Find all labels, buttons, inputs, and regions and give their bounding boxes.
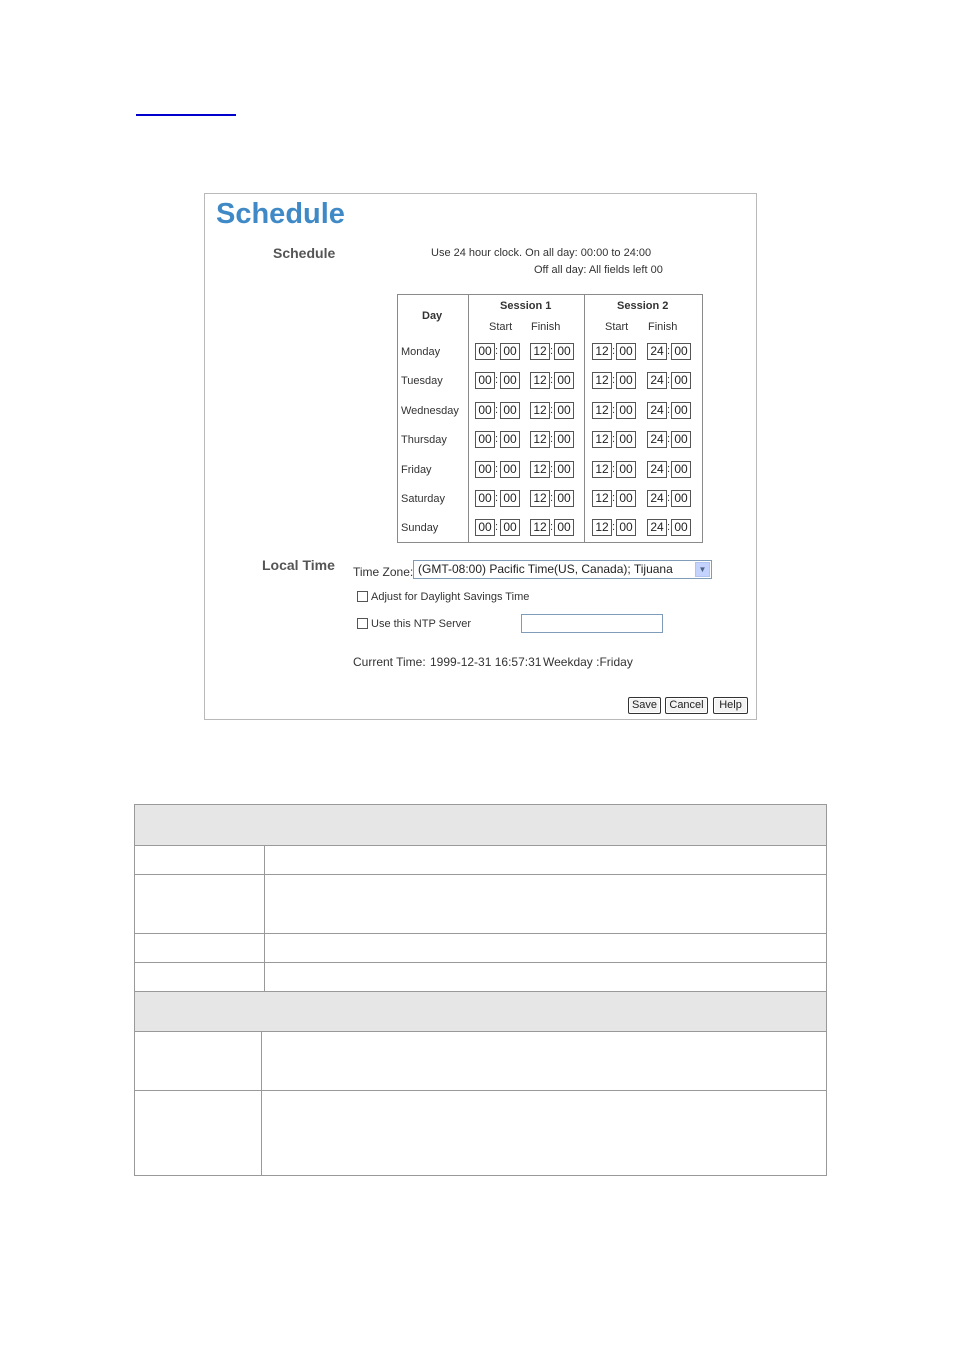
dst-label: Adjust for Daylight Savings Time: [371, 591, 530, 603]
time-input-s1-finish-m[interactable]: 00: [554, 519, 574, 536]
current-time-label: Current Time:: [353, 655, 426, 669]
dst-checkbox[interactable]: [357, 591, 368, 602]
time-input-s1-start-h[interactable]: 00: [475, 402, 495, 419]
day-label: Thursday: [401, 434, 447, 447]
table-row: [135, 845, 826, 874]
time-separator: :: [612, 403, 616, 416]
time-input-s1-finish-m[interactable]: 00: [554, 431, 574, 448]
hint-line-2: Off all day: All fields left 00: [534, 264, 663, 276]
time-input-s2-start-h[interactable]: 12: [592, 372, 612, 389]
time-separator: :: [667, 462, 671, 475]
table-column-divider: [261, 1091, 262, 1176]
time-input-s1-start-m[interactable]: 00: [500, 402, 520, 419]
time-input-s1-finish-h[interactable]: 12: [530, 490, 550, 507]
table-header-row: [135, 991, 826, 1031]
time-separator: :: [667, 345, 671, 357]
time-input-s1-finish-h[interactable]: 12: [530, 402, 550, 419]
time-input-s1-finish-m[interactable]: 00: [554, 402, 574, 419]
time-input-s2-finish-h[interactable]: 24: [647, 372, 667, 389]
time-separator: :: [550, 433, 554, 446]
time-input-s2-finish-h[interactable]: 24: [647, 490, 667, 507]
time-input-s2-finish-m[interactable]: 00: [671, 461, 691, 478]
time-input-s2-start-m[interactable]: 00: [616, 461, 636, 478]
time-separator: :: [495, 521, 499, 534]
time-input-s1-finish-h[interactable]: 12: [530, 519, 550, 536]
cancel-button[interactable]: Cancel: [665, 697, 708, 714]
table-column-divider: [261, 1032, 262, 1090]
time-input-s1-start-h[interactable]: 00: [475, 490, 495, 507]
time-input-s1-finish-m[interactable]: 00: [554, 461, 574, 478]
time-zone-select[interactable]: [413, 560, 712, 579]
page-title: Schedule: [216, 198, 345, 230]
time-input-s2-finish-m[interactable]: 00: [671, 490, 691, 507]
time-input-s2-start-h[interactable]: 12: [592, 490, 612, 507]
table-row: [135, 874, 826, 933]
schedule-panel: [204, 193, 757, 720]
time-input-s2-start-h[interactable]: 12: [592, 431, 612, 448]
session1-header: Session 1: [500, 300, 552, 312]
hint-line-1: Use 24 hour clock. On all day: 00:00 to 24:00: [431, 247, 652, 259]
time-separator: :: [612, 433, 616, 446]
time-input-s2-start-h[interactable]: 12: [592, 343, 612, 360]
table-row: [135, 1090, 826, 1176]
table-row: [135, 933, 826, 962]
time-separator: :: [612, 462, 616, 475]
day-label: Wednesday: [401, 404, 459, 417]
time-separator: :: [495, 374, 499, 387]
time-input-s1-start-h[interactable]: 00: [475, 343, 495, 360]
time-input-s2-start-h[interactable]: 12: [592, 402, 612, 419]
time-input-s2-finish-h[interactable]: 24: [647, 519, 667, 536]
time-separator: :: [550, 403, 554, 416]
time-separator: :: [495, 462, 499, 475]
time-separator: :: [667, 521, 671, 534]
time-zone-label: Time Zone:: [353, 565, 414, 579]
time-input-s1-start-m[interactable]: 00: [500, 343, 520, 360]
schedule-grid: [397, 294, 703, 543]
time-input-s1-start-m[interactable]: 00: [500, 461, 520, 478]
local-time-section-label: Local Time: [262, 557, 335, 573]
time-input-s2-finish-m[interactable]: 00: [671, 343, 691, 360]
time-input-s2-finish-h[interactable]: 24: [647, 343, 667, 360]
time-input-s1-start-h[interactable]: 00: [475, 372, 495, 389]
s1-start-label: Start: [489, 321, 513, 333]
time-separator: :: [550, 345, 554, 357]
time-input-s2-start-h[interactable]: 12: [592, 461, 612, 478]
time-separator: :: [667, 433, 671, 446]
time-input-s1-start-h[interactable]: 00: [475, 431, 495, 448]
s1-finish-label: Finish: [531, 321, 561, 333]
time-separator: :: [667, 403, 671, 416]
time-input-s2-start-m[interactable]: 00: [616, 490, 636, 507]
time-input-s2-finish-h[interactable]: 24: [647, 402, 667, 419]
time-input-s1-finish-h[interactable]: 12: [530, 461, 550, 478]
time-separator: :: [550, 374, 554, 387]
hyperlink-underline[interactable]: [136, 114, 236, 116]
time-input-s1-start-m[interactable]: 00: [500, 519, 520, 536]
time-separator: :: [612, 521, 616, 534]
day-label: Tuesday: [401, 375, 443, 388]
time-separator: :: [495, 403, 499, 416]
time-separator: :: [667, 374, 671, 387]
session2-header: Session 2: [617, 300, 669, 312]
ntp-checkbox[interactable]: [357, 618, 368, 629]
description-table: [134, 804, 827, 1176]
time-separator: :: [550, 521, 554, 534]
time-input-s1-start-m[interactable]: 00: [500, 431, 520, 448]
time-input-s2-start-m[interactable]: 00: [616, 372, 636, 389]
time-input-s2-start-m[interactable]: 00: [616, 431, 636, 448]
s2-finish-label: Finish: [648, 321, 678, 333]
time-zone-value: (GMT-08:00) Pacific Time(US, Canada); Tijuana: [418, 562, 673, 576]
table-header-row: [135, 805, 826, 845]
time-separator: :: [612, 345, 616, 357]
time-input-s1-finish-m[interactable]: 00: [554, 343, 574, 360]
s2-start-label: Start: [605, 321, 629, 333]
schedule-section-label: Schedule: [273, 245, 336, 261]
time-input-s1-start-m[interactable]: 00: [500, 490, 520, 507]
time-input-s2-start-m[interactable]: 00: [616, 402, 636, 419]
time-input-s2-start-m[interactable]: 00: [616, 343, 636, 360]
time-separator: :: [612, 492, 616, 504]
table-column-divider: [264, 875, 265, 933]
time-separator: :: [550, 462, 554, 475]
ntp-label: Use this NTP Server: [371, 618, 472, 630]
table-column-divider: [264, 963, 265, 991]
weekday-text: Weekday :Friday: [543, 655, 633, 669]
time-input-s1-finish-h[interactable]: 12: [530, 431, 550, 448]
time-separator: :: [495, 433, 499, 446]
day-header: Day: [422, 310, 443, 322]
time-separator: :: [667, 492, 671, 504]
time-input-s1-start-h[interactable]: 00: [475, 519, 495, 536]
help-button[interactable]: Help: [713, 697, 748, 714]
table-row: [135, 962, 826, 991]
grid-divider: [468, 295, 469, 542]
time-input-s2-start-m[interactable]: 00: [616, 519, 636, 536]
chevron-down-icon[interactable]: ▼: [695, 562, 710, 577]
time-input-s2-finish-m[interactable]: 00: [671, 372, 691, 389]
ntp-server-input[interactable]: [521, 614, 663, 633]
time-input-s1-finish-m[interactable]: 00: [554, 490, 574, 507]
time-separator: :: [495, 345, 499, 357]
time-input-s1-start-m[interactable]: 00: [500, 372, 520, 389]
time-input-s1-finish-m[interactable]: 00: [554, 372, 574, 389]
time-separator: :: [495, 492, 499, 504]
time-input-s1-start-h[interactable]: 00: [475, 461, 495, 478]
table-column-divider: [264, 846, 265, 874]
time-separator: :: [550, 492, 554, 504]
table-row: [135, 1031, 826, 1090]
time-input-s2-finish-m[interactable]: 00: [671, 402, 691, 419]
table-column-divider: [264, 934, 265, 962]
time-input-s1-finish-h[interactable]: 12: [530, 343, 550, 360]
time-input-s2-finish-h[interactable]: 24: [647, 461, 667, 478]
current-time-value: 1999-12-31 16:57:31: [430, 655, 542, 669]
day-label: Monday: [401, 346, 441, 358]
time-input-s2-finish-m[interactable]: 00: [671, 431, 691, 448]
time-input-s2-finish-h[interactable]: 24: [647, 431, 667, 448]
time-separator: :: [612, 374, 616, 387]
day-label: Friday: [401, 463, 432, 476]
grid-divider: [584, 295, 585, 542]
time-input-s1-finish-h[interactable]: 12: [530, 372, 550, 389]
time-input-s2-start-h[interactable]: 12: [592, 519, 612, 536]
day-label: Sunday: [401, 522, 439, 535]
time-input-s2-finish-m[interactable]: 00: [671, 519, 691, 536]
save-button[interactable]: Save: [628, 697, 661, 714]
day-label: Saturday: [401, 493, 446, 505]
